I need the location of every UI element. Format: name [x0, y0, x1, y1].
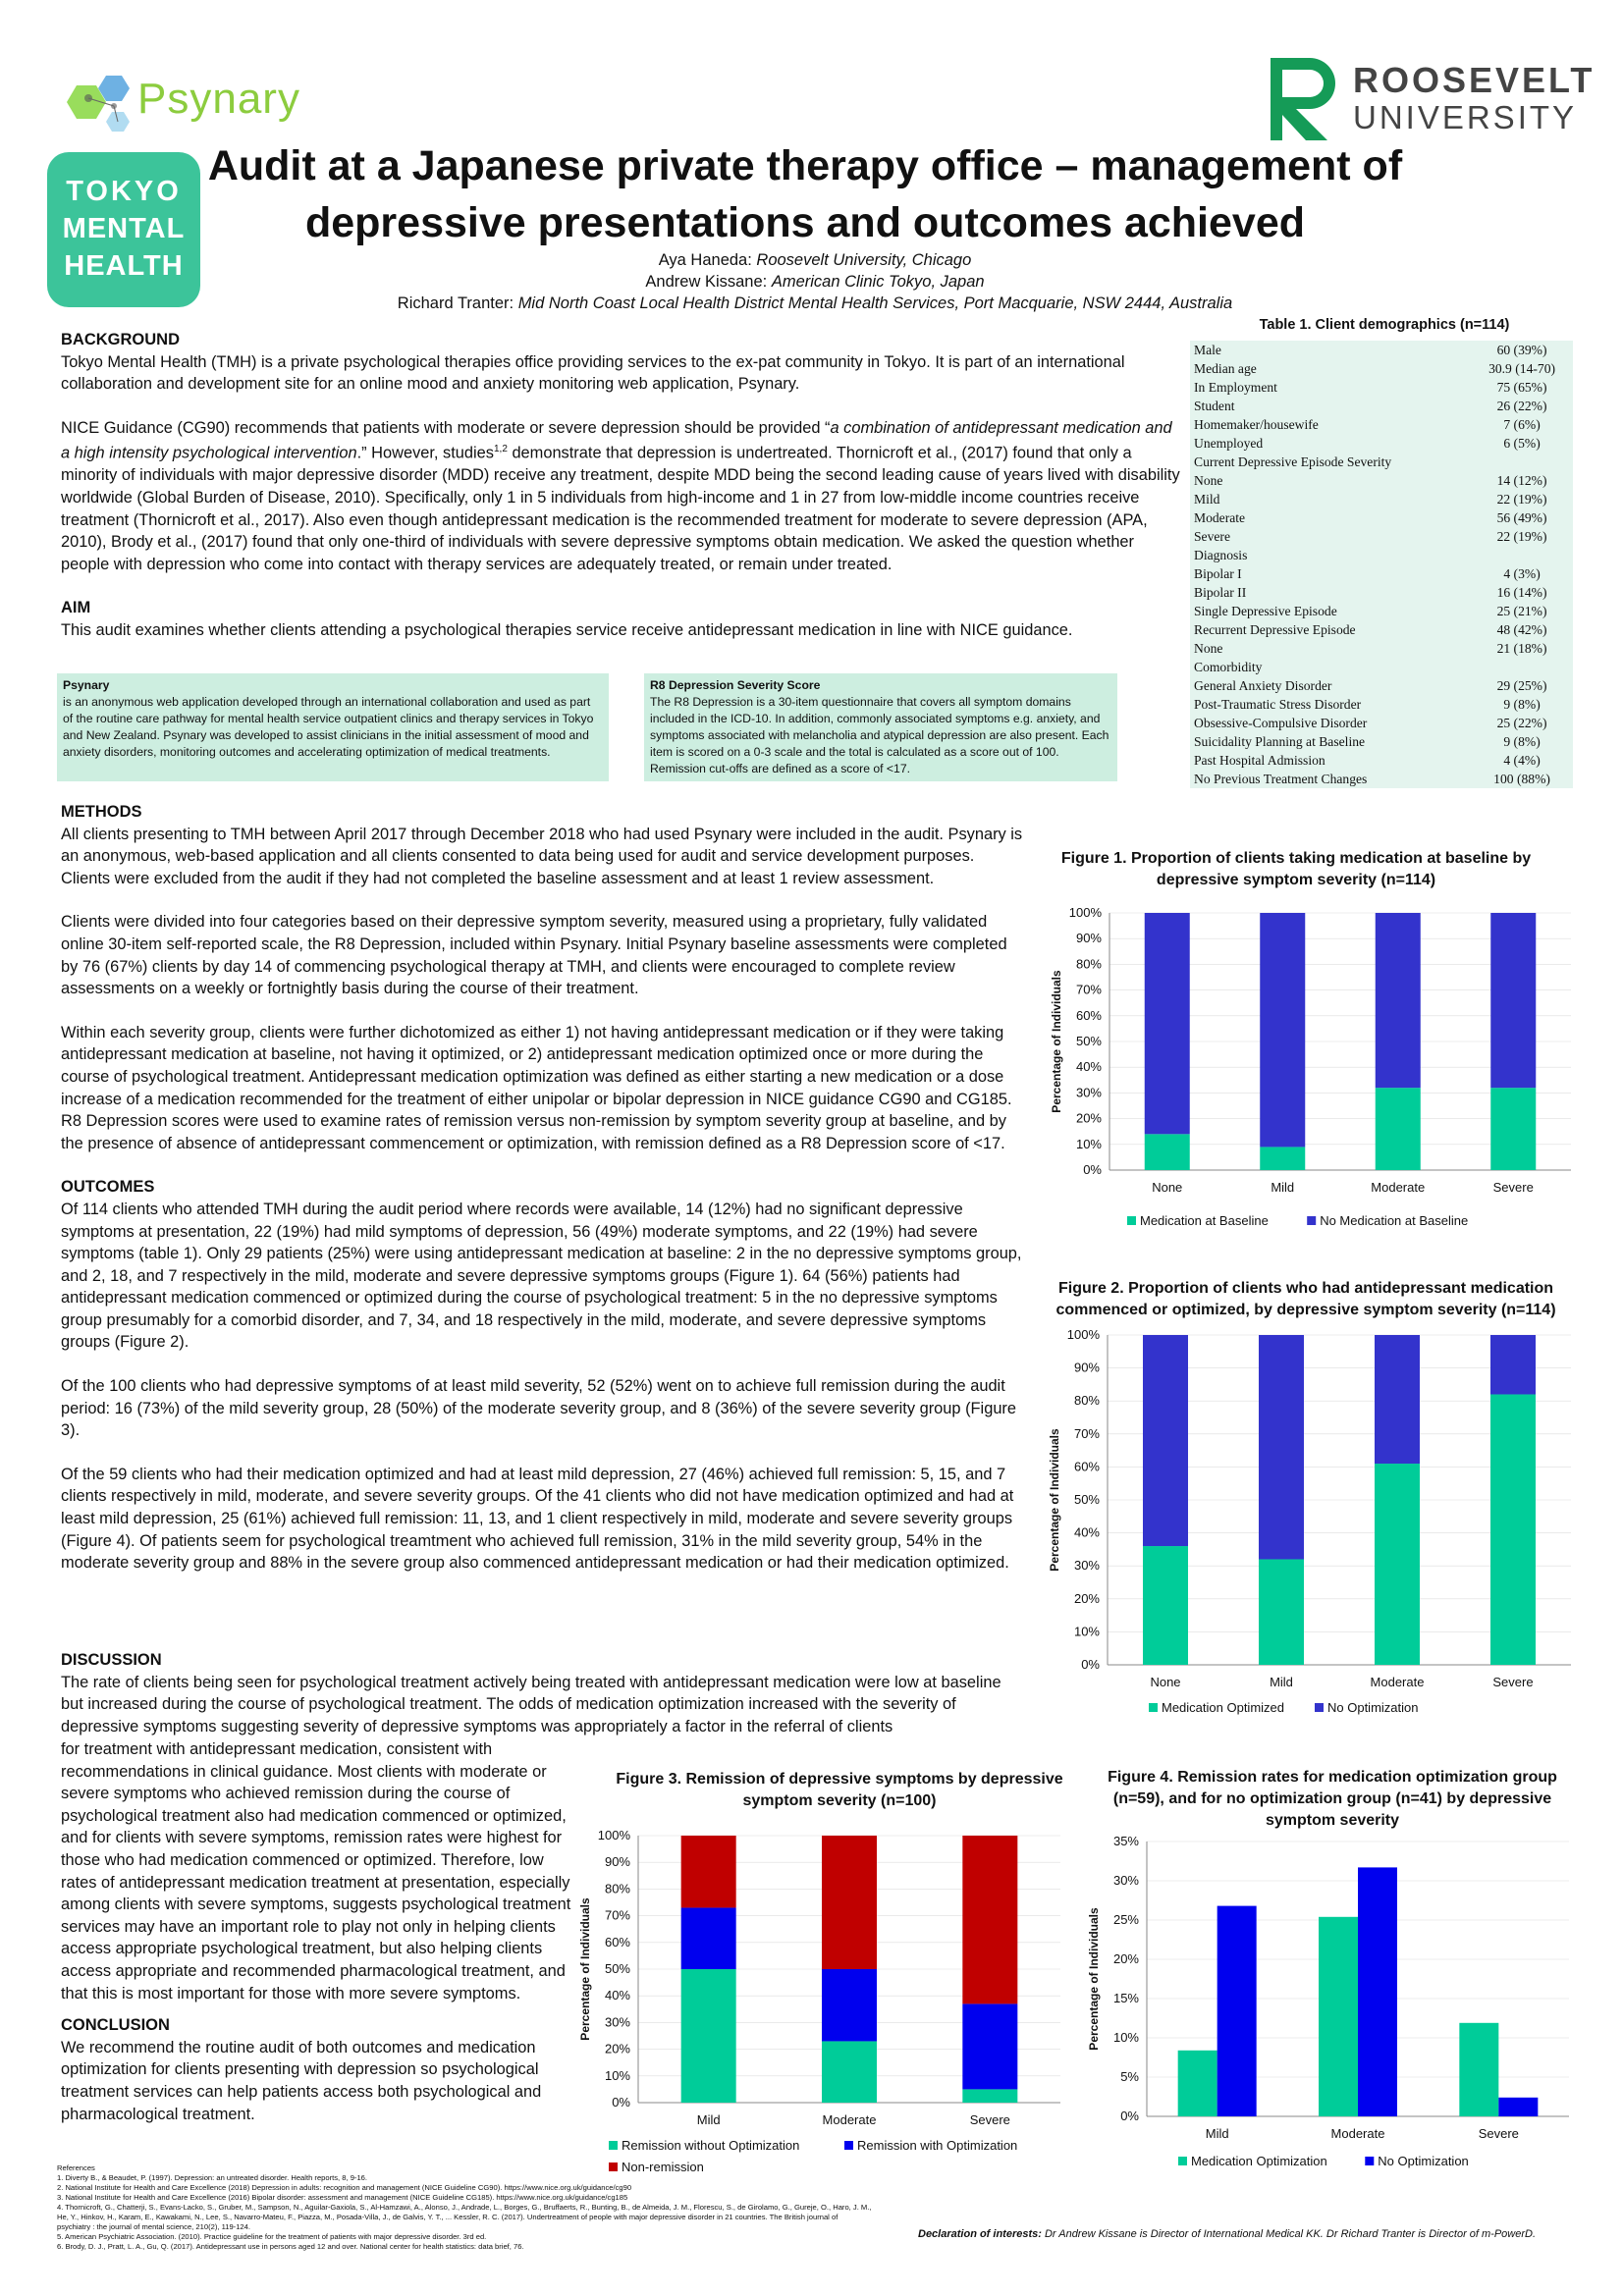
- table-cell-label: Current Depressive Episode Severity: [1194, 454, 1392, 469]
- author-2: [295, 271, 1335, 293]
- table-row: [1190, 676, 1573, 695]
- table-row: [1190, 695, 1573, 714]
- psynary-wordmark: Psynary: [137, 75, 300, 123]
- reference-item: 2. National Institute for Health and Care Excellence (2018) Depression in adults: recognition and management (NICE Guideline CG90). https://www.nice.org.uk/guidance/cg90: [57, 2183, 632, 2192]
- table-cell-label: General Anxiety Disorder: [1194, 678, 1332, 693]
- bar-segment: [1490, 1335, 1536, 1394]
- bar-segment: [1490, 913, 1536, 1088]
- table-cell-label: No Previous Treatment Changes: [1194, 772, 1368, 786]
- declaration-label: Declaration of interests:: [918, 2228, 1042, 2240]
- table-cell-label: Bipolar I: [1194, 566, 1242, 581]
- y-tick-label: 90%: [1075, 931, 1102, 946]
- reference-item: 4. Thornicroft, G., Chatterji, S., Evans-Lacko, S., Gruber, M., Sampson, N., Aguilar-Gaxiola, S., Al-Hamzawi, A., Alonso, J., Andrade, L., Borges, G., Bruffaerts, R., Bunting, B., de Almeida, J. M., Florescu, S., de Girolamo, G., Gureje, O., Haro, J. M., He, Y., Hinkov, H., Karam, E., Kawakami, N., Lee, S., Navarro-Mateu, F., Piazza, M., Posada-Villa, J., de Galvis, Y. T., ... Kessler, R. C. (2017). Undertreatment of people with major depressive disorder in 21 countries. The British journal of psychiatry : the journal of mental science, 210(2), 119-124.: [57, 2203, 872, 2231]
- legend-label: Medication Optimization: [1191, 2154, 1327, 2168]
- psynary-box-title: Psynary: [63, 678, 110, 692]
- table-row: [1190, 378, 1573, 397]
- table-cell-value: 29 (25%): [1496, 678, 1547, 693]
- reference-item: 5. American Psychiatric Association. (2010). Practice guideline for the treatment of patients with major depressive disorder. 3rd ed.: [57, 2232, 487, 2241]
- bar-segment: [1490, 1088, 1536, 1170]
- legend-swatch: [609, 2141, 618, 2150]
- reference-item: 6. Brody, D. J., Pratt, L. A., Gu, Q. (2017). Antidepressant use in persons aged 12 and over. National center for health statistics: data brief, 76.: [57, 2242, 524, 2251]
- y-tick-label: 30%: [1073, 1558, 1100, 1574]
- figure3-chart: [579, 1824, 1080, 2177]
- table-row: [1190, 714, 1573, 732]
- discussion-heading: DISCUSSION: [61, 1651, 162, 1669]
- bar-segment: [1376, 913, 1421, 1088]
- table-cell-label: Obsessive-Compulsive Disorder: [1194, 716, 1368, 730]
- table-cell-label: None: [1194, 473, 1223, 488]
- y-tick-label: 30%: [1112, 1873, 1139, 1888]
- tmh-line3: HEALTH: [64, 250, 184, 282]
- y-tick-label: 30%: [604, 2014, 630, 2030]
- y-tick-label: 20%: [1112, 1951, 1139, 1966]
- bar-segment: [1260, 913, 1305, 1147]
- discussion-heading-block: [61, 1649, 1023, 1737]
- table-cell-label: Mild: [1194, 492, 1220, 507]
- table-cell-value: 4 (3%): [1503, 566, 1541, 581]
- y-tick-label: 10%: [1112, 2030, 1139, 2045]
- conclusion-text: We recommend the routine audit of both outcomes and medication optimization for clients presenting with depression so psychological treatment services can help patients access both psychological and pharmacological treatment.: [61, 2038, 542, 2123]
- y-tick-label: 60%: [604, 1934, 630, 1949]
- psynary-info-box: [57, 673, 609, 781]
- table-row: [1190, 434, 1573, 453]
- x-tick-label: Mild: [1270, 1675, 1293, 1689]
- background-section: [61, 329, 1180, 664]
- poster-title: [187, 137, 1424, 251]
- bar-segment: [1376, 1088, 1421, 1170]
- x-tick-label: Mild: [1271, 1180, 1295, 1195]
- references: [57, 2163, 872, 2252]
- x-tick-label: Moderate: [1370, 1675, 1425, 1689]
- x-tick-label: Moderate: [1330, 2126, 1385, 2141]
- table-row: [1190, 620, 1573, 639]
- legend-label: Remission with Optimization: [857, 2138, 1018, 2153]
- x-tick-label: Mild: [696, 2112, 721, 2127]
- author-affiliation: American Clinic Tokyo, Japan: [771, 273, 985, 291]
- author-list: [295, 249, 1335, 314]
- table-cell-value: [1471, 453, 1573, 471]
- author-3: [295, 293, 1335, 314]
- table-cell-value: 75 (65%): [1496, 380, 1547, 395]
- x-tick-label: Moderate: [822, 2112, 877, 2127]
- r8-info-box: [644, 673, 1117, 781]
- figure1-title: Figure 1. Proportion of clients taking medication at baseline by depressive symptom severity (n=114): [1060, 850, 1532, 888]
- tmh-line2: MENTAL: [62, 213, 186, 244]
- table-cell-value: 16 (14%): [1496, 585, 1547, 600]
- title-line2: depressive presentations and outcomes achieved: [304, 199, 1306, 246]
- background-heading: BACKGROUND: [61, 331, 180, 348]
- table-cell-label: Bipolar II: [1194, 585, 1247, 600]
- table-cell-value: 48 (42%): [1496, 622, 1547, 637]
- discussion-text-wide: The rate of clients being seen for psychological treatment actively being treated with antidepressant medication were low at baseline but increased during the course of psychological treatment. The odds of medication optimization increased with the severity of depressive symptoms suggesting severity of depressive symptoms was appropriately a factor in the referral of clients: [61, 1673, 1001, 1735]
- roosevelt-line1: ROOSEVELT: [1353, 60, 1596, 100]
- author-affiliation: Roosevelt University, Chicago: [756, 251, 972, 269]
- y-tick-label: 80%: [604, 1881, 630, 1896]
- demographics-table: [1190, 341, 1573, 788]
- x-tick-label: Mild: [1205, 2126, 1229, 2141]
- x-tick-label: Severe: [1478, 2126, 1519, 2141]
- bar-segment: [962, 1836, 1017, 2003]
- declaration-text: Dr Andrew Kissane is Director of International Medical KK. Dr Richard Tranter is Director of m-PowerD.: [1041, 2228, 1537, 2240]
- y-tick-label: 10%: [1073, 1624, 1100, 1639]
- bar-segment: [962, 2003, 1017, 2089]
- y-tick-label: 10%: [1075, 1136, 1102, 1151]
- table-row: [1190, 397, 1573, 415]
- y-tick-label: 0%: [1083, 1162, 1102, 1177]
- table-row: [1190, 770, 1573, 788]
- table-cell-value: 6 (5%): [1503, 436, 1541, 451]
- table-cell-value: 25 (22%): [1496, 716, 1547, 730]
- table-cell-value: 26 (22%): [1496, 399, 1547, 413]
- table-cell-label: Moderate: [1194, 510, 1246, 525]
- bar-segment: [681, 1969, 736, 2103]
- roosevelt-line2: UNIVERSITY: [1353, 99, 1578, 135]
- y-tick-label: 80%: [1075, 956, 1102, 972]
- table-cell-label: Severe: [1194, 529, 1230, 544]
- x-tick-label: None: [1152, 1180, 1183, 1195]
- y-tick-label: 15%: [1112, 1991, 1139, 2005]
- table-cell-label: Recurrent Depressive Episode: [1194, 622, 1356, 637]
- aim-heading: AIM: [61, 599, 91, 617]
- author-name: Andrew Kissane:: [645, 273, 772, 291]
- table-row: [1190, 415, 1573, 434]
- reference-item: 1. Diverty B., & Beaudet, P. (1997). Depression: an untreated disorder. Health reports, 8, 9-16.: [57, 2173, 368, 2182]
- table-cell-value: 21 (18%): [1496, 641, 1547, 656]
- y-tick-label: 0%: [612, 2095, 630, 2109]
- x-tick-label: None: [1150, 1675, 1181, 1689]
- table-row: [1190, 564, 1573, 583]
- outcomes-paragraph-3: Of the 59 clients who had their medication optimized and had at least mild depression, 27 (46%) achieved full remission: 5, 15, and 7 clients respectively in mild, moderate, and severe severity groups. Of the 41 clients who did not have medication optimized and had at least mild depression, 25 (61%) achieved full remission: 11, 13, and 1 client respectively in mild, moderate and severe severity groups (Figure 4). Of patients seem for psychological treamtment who achieved full remission, 31% in the mild severity group, 54% in the moderate severity group and 88% in the severe group also commenced antidepressant medication or had their medication optimized.: [61, 1465, 1014, 1573]
- table-row: [1190, 546, 1573, 564]
- bar-segment: [1143, 1335, 1188, 1546]
- discussion-text-narrow: for treatment with antidepressant medication, consistent with recommendations in clinical guidance. Most clients with moderate or severe symptoms who achieved remission during the course of psychological treatment also had medication commenced or optimized, and for clients with severe symptoms, remission rates were highest for those who had medication commenced or optimized. Therefore, low rates of antidepressant medication treatment at presentation, especially among clients with severe symptoms, suggests psychological treatment services may have an important role to play not only in helping clients access appropriate psychological treatment, but also helping clients access appropriate and recommended pharmacological treatment, and that this is most important for those with more severe symptoms.: [61, 1740, 571, 2002]
- table-cell-label: Diagnosis: [1194, 548, 1248, 562]
- bar-segment: [822, 1969, 877, 2041]
- table-cell-label: Median age: [1194, 361, 1257, 376]
- table-cell-label: Single Depressive Episode: [1194, 604, 1337, 618]
- author-affiliation: Mid North Coast Local Health District Mental Health Services, Port Macquarie, NSW 2444, Australia: [517, 294, 1233, 312]
- author-name: Richard Tranter:: [397, 294, 518, 312]
- legend-label: Medication Optimized: [1162, 1700, 1284, 1715]
- table-row: [1190, 359, 1573, 378]
- x-tick-label: Severe: [969, 2112, 1010, 2127]
- y-tick-label: 100%: [1068, 905, 1102, 920]
- author-name: Aya Haneda:: [658, 251, 757, 269]
- author-1: [295, 249, 1335, 271]
- y-tick-label: 100%: [597, 1828, 630, 1842]
- bar-segment: [1145, 913, 1190, 1134]
- bar-segment: [681, 1907, 736, 1969]
- reference-item: 3. National Institute for Health and Care Excellence (2016) Bipolar disorder: assessment and management (NICE Guideline CG185). https://www.nice.org.uk/guidance/cg185: [57, 2193, 628, 2202]
- legend-label: No Optimization: [1378, 2154, 1469, 2168]
- table-row: [1190, 583, 1573, 602]
- r8-box-title: R8 Depression Severity Score: [650, 678, 821, 692]
- table-cell-value: 7 (6%): [1503, 417, 1541, 432]
- y-tick-label: 20%: [1075, 1110, 1102, 1126]
- figure4-chart: [1087, 1828, 1600, 2171]
- roosevelt-r-icon: [1267, 54, 1345, 142]
- y-tick-label: 5%: [1120, 2069, 1139, 2084]
- legend-swatch: [1315, 1703, 1324, 1712]
- background-paragraph-1: Tokyo Mental Health (TMH) is a private psychological therapies office providing services to the ex-pat community in Tokyo. It is part of an international collaboration and development site for an online mood and anxiety monitoring web application, Psynary.: [61, 352, 1125, 394]
- table-cell-value: [1471, 546, 1573, 564]
- methods-paragraph-2: Clients were divided into four categories based on their depressive symptom severity, measured using a proprietary, fully validated online 30-item self-reported scale, the R8 Depression, included within Psynary. Initial Psynary baseline assessments were completed by 76 (67%) clients by day 14 of commencing psychological therapy at TMH, and clients were encouraged to complete review assessments on a weekly or fortnightly basis during the course of their treatment.: [61, 913, 1007, 998]
- table-cell-value: 22 (19%): [1496, 529, 1547, 544]
- table-row: [1190, 490, 1573, 508]
- bar-segment: [1375, 1464, 1420, 1665]
- legend-swatch: [1307, 1216, 1316, 1225]
- legend-label: Medication at Baseline: [1140, 1213, 1269, 1228]
- y-tick-label: 60%: [1075, 1007, 1102, 1023]
- outcomes-heading: OUTCOMES: [61, 1178, 155, 1197]
- y-tick-label: 10%: [604, 2067, 630, 2083]
- y-tick-label: 70%: [1075, 982, 1102, 997]
- bar: [1358, 1867, 1397, 2116]
- tmh-line1: TOKYO: [66, 176, 182, 207]
- y-tick-label: 90%: [1073, 1360, 1100, 1375]
- table-cell-value: 25 (21%): [1496, 604, 1547, 618]
- table-row: [1190, 602, 1573, 620]
- y-tick-label: 20%: [1073, 1590, 1100, 1606]
- table-cell-value: 9 (8%): [1503, 734, 1541, 749]
- y-tick-label: 100%: [1066, 1327, 1100, 1342]
- y-tick-label: 60%: [1073, 1459, 1100, 1474]
- figure1-chart: [1041, 899, 1591, 1233]
- table-cell-label: Male: [1194, 343, 1221, 357]
- table-row: [1190, 639, 1573, 658]
- table-cell-value: 22 (19%): [1496, 492, 1547, 507]
- bar-segment: [822, 2041, 877, 2103]
- table-cell-label: In Employment: [1194, 380, 1277, 395]
- table1-title: Table 1. Client demographics (n=114): [1259, 317, 1510, 333]
- psynary-box-text: is an anonymous web application developed through an international collaboration and used as part of the routine care pathway for mental health service outpatient clinics and therapy services in Tokyo and New Zealand. Psynary was developed to assist clinicians in the initial assessment of mood and anxiety disorders, monitoring outcomes and accelerating optimization of medical treatments.: [63, 695, 594, 759]
- y-tick-label: 80%: [1073, 1393, 1100, 1409]
- r8-box-text: The R8 Depression is a 30-item questionnaire that covers all symptom domains included in the ICD-10. In addition, commonly associated symptoms e.g. anxiety, and symptoms associated with melancholia and atypical depression are also present. Each item is scored on a 0-3 scale and the total is calculated as a score out of 100. Remission cut-offs are defined as a score of <17.: [650, 695, 1109, 775]
- y-tick-label: 50%: [1073, 1492, 1100, 1507]
- table-cell-label: Suicidality Planning at Baseline: [1194, 734, 1366, 749]
- y-tick-label: 25%: [1112, 1912, 1139, 1927]
- table-row: [1190, 658, 1573, 676]
- bar-segment: [1260, 1147, 1305, 1170]
- table-cell-label: None: [1194, 641, 1223, 656]
- y-tick-label: 30%: [1075, 1085, 1102, 1100]
- methods-heading: METHODS: [61, 803, 142, 821]
- table-row: [1190, 471, 1573, 490]
- legend-label: No Optimization: [1327, 1700, 1419, 1715]
- legend-swatch: [1365, 2157, 1374, 2165]
- y-tick-label: 40%: [604, 1988, 630, 2003]
- table-row: [1190, 751, 1573, 770]
- legend-swatch: [1178, 2157, 1187, 2165]
- bar-segment: [1145, 1134, 1190, 1170]
- table-cell-label: Past Hospital Admission: [1194, 753, 1325, 768]
- y-tick-label: 0%: [1120, 2109, 1139, 2123]
- outcomes-paragraph-2: Of the 100 clients who had depressive symptoms of at least mild severity, 52 (52%) went on to achieve full remission during the audit period: 16 (73%) of the mild severity group, 28 (50%) of the moderate severity group, and 8 (36%) of the severe severity group (Figure 3).: [61, 1377, 1017, 1440]
- table-cell-label: Unemployed: [1194, 436, 1264, 451]
- figure3-title: Figure 3. Remission of depressive symptoms by depressive symptom severity (n=100): [616, 1771, 1063, 1809]
- x-tick-label: Severe: [1492, 1675, 1534, 1689]
- table-cell-value: 4 (4%): [1503, 753, 1541, 768]
- table-row: [1190, 453, 1573, 471]
- title-line1: Audit at a Japanese private therapy office – management of: [207, 142, 1403, 189]
- methods-paragraph-3: Within each severity group, clients were further dichotomized as either 1) not having antidepressant medication or if they were taking antidepressant medication at baseline, not having it optimized, or 2) antidepressant medication optimized once or more during the course of psychological treatment. Antidepressant medication optimization was defined as either starting a new medication or a dose increase of a medication recommended for the treatment of either unipolar or bipolar depression in NICE guidance CG90 and CG185. R8 Depression scores were used to examine rates of remission versus non-remission by symptom severity group at baseline, and by the presence of absence of antidepressant commencement or optimization, with remission defined as a R8 Depression score of <17.: [61, 1023, 1012, 1152]
- bar-segment: [962, 2089, 1017, 2103]
- y-tick-label: 50%: [1075, 1034, 1102, 1048]
- y-axis-label: Percentage of Individuals: [1050, 970, 1063, 1113]
- methods-outcomes-section: [61, 801, 1025, 1596]
- psynary-logo: [39, 59, 304, 147]
- aim-text: This audit examines whether clients attending a psychological therapies service receive antidepressant medication in line with NICE guidance.: [61, 621, 1073, 639]
- legend-label: Remission without Optimization: [622, 2138, 800, 2153]
- y-tick-label: 40%: [1073, 1524, 1100, 1540]
- bar-segment: [1490, 1394, 1536, 1665]
- bar: [1459, 2023, 1498, 2116]
- table-cell-label: Student: [1194, 399, 1235, 413]
- table-row: [1190, 341, 1573, 359]
- tmh-logo: [47, 152, 200, 307]
- table-cell-value: 14 (12%): [1496, 473, 1547, 488]
- x-tick-label: Moderate: [1371, 1180, 1426, 1195]
- bar-segment: [1143, 1546, 1188, 1665]
- declaration-of-interests: [918, 2228, 1576, 2240]
- bar-segment: [822, 1836, 877, 1969]
- bar-segment: [1259, 1335, 1304, 1559]
- bar-segment: [1259, 1559, 1304, 1665]
- table-row: [1190, 732, 1573, 751]
- y-tick-label: 0%: [1081, 1657, 1100, 1672]
- bar-segment: [1375, 1335, 1420, 1464]
- y-axis-label: Percentage of Individuals: [578, 1897, 592, 2041]
- y-tick-label: 35%: [1112, 1834, 1139, 1848]
- conclusion-heading: CONCLUSION: [61, 2016, 170, 2035]
- table-cell-label: Post-Traumatic Stress Disorder: [1194, 697, 1362, 712]
- table-cell-value: 9 (8%): [1503, 697, 1541, 712]
- bar: [1498, 2098, 1538, 2116]
- y-tick-label: 20%: [604, 2041, 630, 2056]
- y-axis-label: Percentage of Individuals: [1087, 1907, 1101, 2051]
- legend-swatch: [1149, 1703, 1158, 1712]
- bar-segment: [681, 1836, 736, 1907]
- table-row: [1190, 508, 1573, 527]
- bar: [1217, 1906, 1257, 2116]
- table-cell-label: Comorbidity: [1194, 660, 1263, 674]
- legend-swatch: [844, 2141, 853, 2150]
- figure2-title: Figure 2. Proportion of clients who had antidepressant medication commenced or optimized, by depressive symptom severity (n=114): [1055, 1280, 1556, 1318]
- references-heading: References: [57, 2163, 95, 2172]
- y-tick-label: 40%: [1075, 1059, 1102, 1075]
- background-paragraph-2: NICE Guidance (CG90) recommends that patients with moderate or severe depression should be provided “a combination of antidepressant medication and a high intensity psychological intervention.” However, studies$^{1,2}$ demonstrate that depression is undertreated. Thornicroft et al., (2017) found that only a minority of individuals with major depressive disorder (MDD) receive any treatment, despite MDD being the second leading cause of years lived with disability worldwide (Global Burden of Disease, 2010). Specifically, only 1 in 5 individuals from high-income and 1 in 27 from low-middle income countries receive treatment (Thornicroft et al., 2017). Also even though antidepressant medication is the recommended treatment for moderate to severe depression (APA, 2010), Brody et al., (2017) found that only one-third of individuals with severe depressive symptoms obtain medication. We asked the question whether people with depression who come into contact with therapy services are adequately treated, or remain under treated.: [61, 418, 1180, 573]
- discussion-narrow-block: [61, 1738, 581, 2147]
- bar: [1178, 2051, 1217, 2116]
- legend-swatch: [1127, 1216, 1136, 1225]
- roosevelt-logo: [1267, 54, 1600, 142]
- figure2-chart: [1041, 1323, 1591, 1716]
- table-cell-value: 56 (49%): [1496, 510, 1547, 525]
- x-tick-label: Severe: [1492, 1180, 1534, 1195]
- table-cell-value: 100 (88%): [1493, 772, 1550, 786]
- table-cell-value: 30.9 (14-70): [1488, 361, 1556, 376]
- table-cell-label: Homemaker/housewife: [1194, 417, 1319, 432]
- y-tick-label: 90%: [604, 1854, 630, 1870]
- outcomes-paragraph-1: Of 114 clients who attended TMH during the audit period where records were available, 14 (12%) had no significant depressive symptoms at presentation, 22 (19%) had mild symptoms of depression, 56 (49%) moderate symptoms, and 22 (19%) had severe symptoms (table 1). Only 29 patients (25%) were using antidepressant medication at baseline: 2 in the no depressive symptoms group, and 2, 18, and 7 respectively in the mild, moderate and severe depressive symptoms groups (Figure 1). 64 (56%) patients had antidepressant medication commenced or optimized during the course of psychological treatment: 5 in the no depressive symptoms group presumably for a comorbid disorder, and 7, 34, and 18 respectively in the mild, moderate, and severe depressive symptoms groups (Figure 2).: [61, 1200, 1022, 1352]
- bar: [1319, 1917, 1358, 2116]
- y-tick-label: 70%: [604, 1907, 630, 1923]
- legend-label: Non-remission: [622, 2160, 704, 2174]
- figure4-title: Figure 4. Remission rates for medication optimization group (n=59), and for no optimization group (n=41) by depressive symptom severity: [1108, 1769, 1557, 1829]
- methods-paragraph-1: All clients presenting to TMH between April 2017 through December 2018 who had used Psynary were included in the audit. Psynary is an anonymous, web-based application and all clients consented to data being used for audit and service development purposes. Clients were excluded from the audit if they had not completed the baseline assessment and at least 1 review assessment.: [61, 825, 1023, 887]
- table-cell-value: [1471, 658, 1573, 676]
- legend-label: No Medication at Baseline: [1320, 1213, 1469, 1228]
- y-tick-label: 70%: [1073, 1425, 1100, 1441]
- y-tick-label: 50%: [604, 1961, 630, 1976]
- y-axis-label: Percentage of Individuals: [1048, 1428, 1061, 1572]
- table-row: [1190, 527, 1573, 546]
- table-cell-value: 60 (39%): [1496, 343, 1547, 357]
